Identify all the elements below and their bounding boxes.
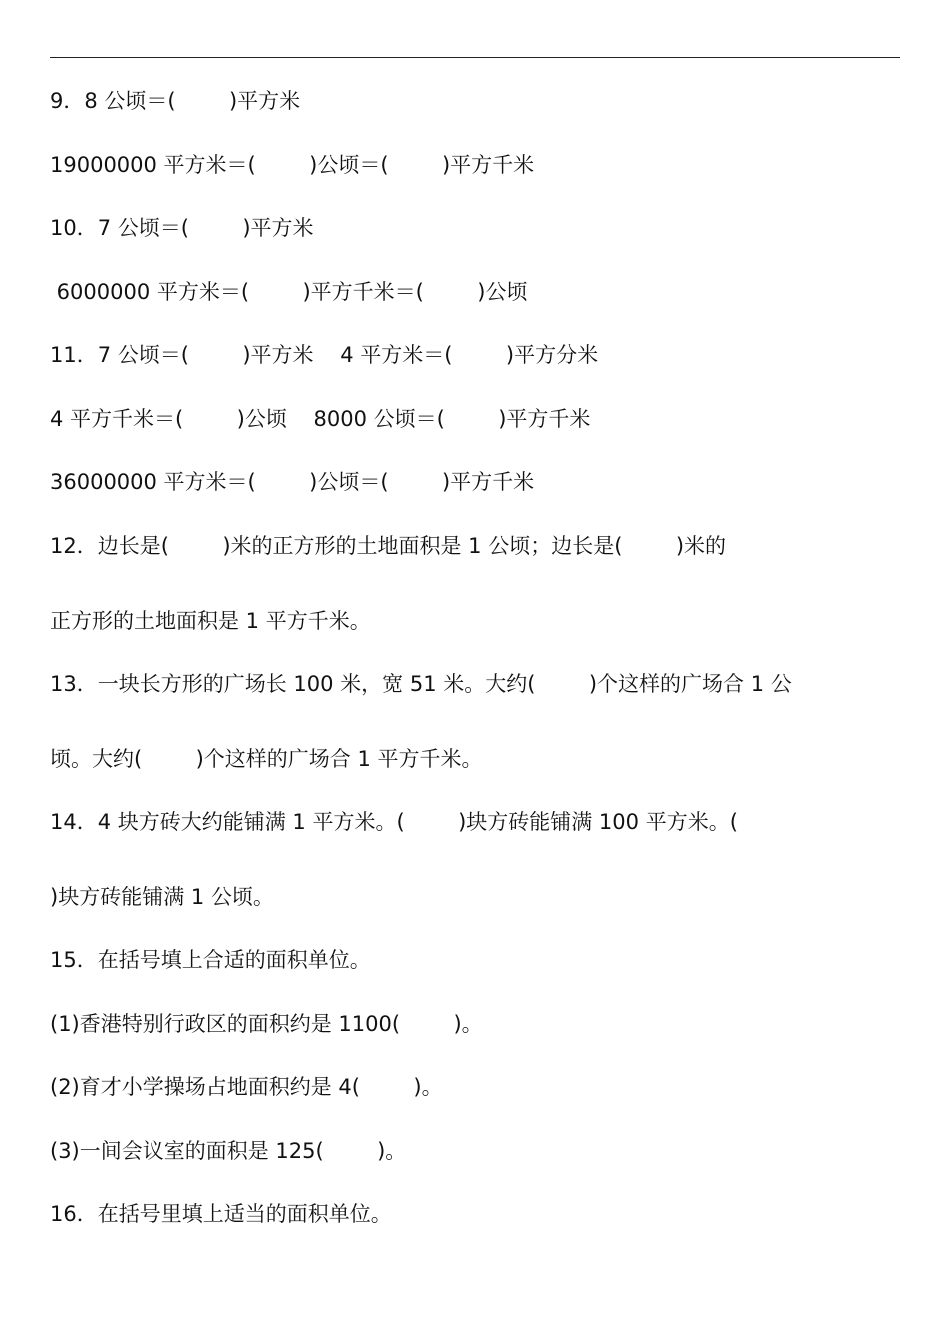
question-14-line-2: )块方砖能铺满 1 公顷。 xyxy=(50,885,274,909)
question-14-line-1: 14．4 块方砖大约能铺满 1 平方米。( )块方砖能铺满 100 平方米。( xyxy=(50,810,738,834)
question-9-line-2: 19000000 平方米＝( )公顷＝( )平方千米 xyxy=(50,153,535,177)
question-13-line-2: 顷。大约( )个这样的广场合 1 平方千米。 xyxy=(50,747,483,771)
question-11-line-2: 4 平方千米＝( )公顷 8000 公顷＝( )平方千米 xyxy=(50,407,591,431)
question-10-line-2: 6000000 平方米＝( )平方千米＝( )公顷 xyxy=(50,280,528,304)
question-9-line-1: 9．8 公顷＝( )平方米 xyxy=(50,89,301,113)
question-11-line-3: 36000000 平方米＝( )公顷＝( )平方千米 xyxy=(50,470,535,494)
question-15-item-3: (3)一间会议室的面积是 125( )。 xyxy=(50,1139,407,1163)
question-15-item-2: (2)育才小学操场占地面积约是 4( )。 xyxy=(50,1075,443,1099)
question-11-line-1: 11．7 公顷＝( )平方米 4 平方米＝( )平方分米 xyxy=(50,343,599,367)
question-13-line-1: 13．一块长方形的广场长 100 米，宽 51 米。大约( )个这样的广场合 1 公 xyxy=(50,672,792,696)
question-12-line-1: 12．边长是( )米的正方形的土地面积是 1 公顷；边长是( )米的 xyxy=(50,534,727,558)
question-15-heading: 15．在括号填上合适的面积单位。 xyxy=(50,948,371,972)
question-15-item-1: (1)香港特别行政区的面积约是 1100( )。 xyxy=(50,1012,483,1036)
question-12-line-2: 正方形的土地面积是 1 平方千米。 xyxy=(50,609,371,633)
question-16-heading: 16．在括号里填上适当的面积单位。 xyxy=(50,1202,392,1226)
question-10-line-1: 10．7 公顷＝( )平方米 xyxy=(50,216,314,240)
header-rule xyxy=(50,57,900,58)
